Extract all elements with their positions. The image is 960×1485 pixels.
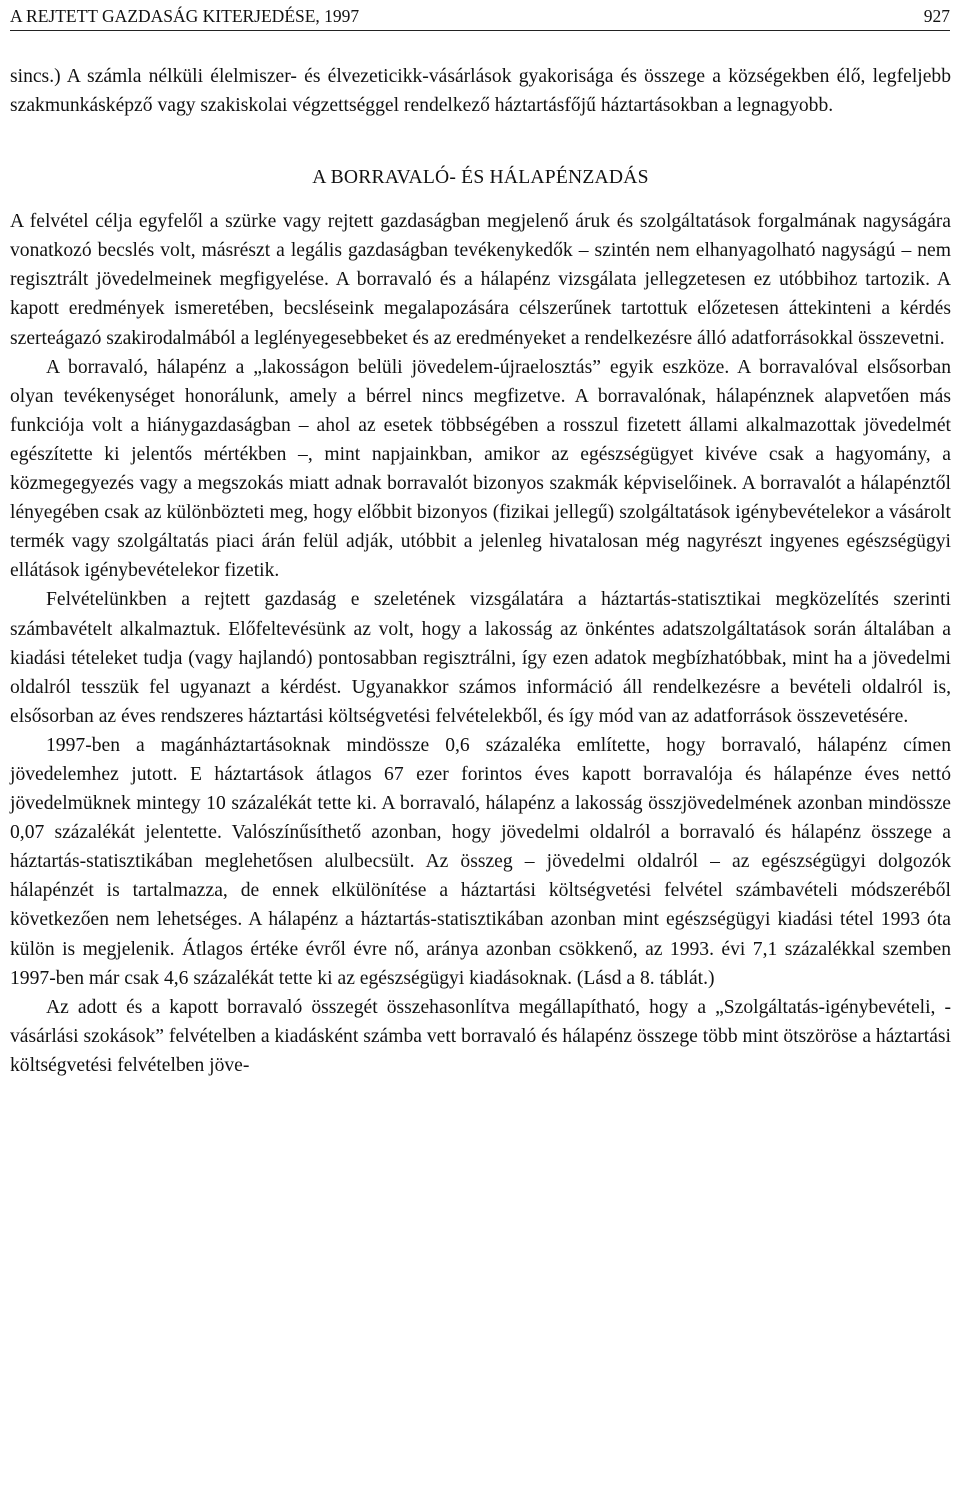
- paragraph: Felvételünkben a rejtett gazdaság e szeletének vizsgálatára a háztartás-statisztikai megközelítés szerinti számbavételt alkalmaztuk. Előfeltevésünk az volt, hogy a lakosság az önkéntes adatszolgáltatások során általában a kiadási tételeket tudja (vagy hajlandó) pontosabban regisztrálni, így ezen adatok megbízhatóbbak, mint ha a jövedelmi oldalról tesszük fel ugyanazt a kérdést. Ugyanakkor számos információ áll rendelkezésre a bevételi oldalról is, elsősorban az éves rendszeres háztartási költségvetési felvételekből, és így mód van az adatforrások összevetésére.: [10, 589, 951, 727]
- paragraph: A borravaló, hálapénz a „lakosságon belüli jövedelem-újraelosztás” egyik eszköze. A borravalóval elsősorban olyan tevékenységet honorálunk, amely a bérrel nincs megfizetve. A borravalónak, hálapénznek alapvetően más funkciója volt a hiánygazdaságban – ahol az esetek többségében a rosszul fizetett állami alkalmazottak jövedelmét egészítette ki jelentős mértékben –, mint napjainkban, amikor az egészségügyet kivéve csak a hagyomány, a közmegegyezés vagy a megszokás miatt adnak borravalót bizonyos szakmák képviselőinek. A borravalót a hálapénztől lényegében csak az különbözteti meg, hogy előbbit bizonyos (fizikai jellegű) szolgáltatások igénybevételekor a vásárolt termék vagy szolgáltatás piaci árán felül adják, utóbbit a jelenleg hivatalosan még nagyrészt ingyenes egészségügyi ellátások igénybevételekor fizetik.: [10, 356, 951, 582]
- body-text: [10, 62, 951, 1080]
- paragraph: 1997-ben a magánháztartásoknak mindössze 0,6 százaléka említette, hogy borravaló, hálapénz címen jövedelemhez jutott. E háztartások átlagos 67 ezer forintos éves kapott borravalója és hálapénze éves nettó jövedelmüknek mintegy 10 százalékát tette ki. A borravaló, hálapénz a lakosság összjövedelmének azonban mindössze 0,07 százalékát jelentette. Valószínűsíthető azonban, hogy jövedelmi oldalról a borravaló és hálapénz összege a háztartás-statisztikában meglehetősen alulbecsült. Az összeg – jövedelmi oldalról – az egészségügyi dolgozók hálapénzét is tartalmazza, de ennek elkülönítése a háztartási költségvetési felvétel számbavételi módszeréből következően nem lehetséges. A hálapénz a háztartás-statisztikában azonban mint egészségügyi kiadási tétel 1993 óta külön is megjelenik. Átlagos értéke évről évre nő, aránya azonban csökkenő, az 1993. évi 7,1 százalékkal szemben 1997-ben már csak 4,6 százalékát tette ki az egészségügyi kiadásoknak. (Lásd a 8. táblát.): [10, 734, 951, 989]
- running-title: A REJTETT GAZDASÁG KITERJEDÉSE, 1997: [10, 6, 360, 26]
- paragraph: Az adott és a kapott borravaló összegét összehasonlítva megállapítható, hogy a „Szolgáltatás-igénybevételi, -vásárlási szokások” felvételben a kiadásként számba vett borravaló és hálapénz összege több mint ötszöröse a háztartási költségvetési felvételben jöve-: [10, 996, 951, 1076]
- paragraph-continued: sincs.) A számla nélküli élelmiszer- és élvezeticikk-vásárlások gyakorisága és összege a községekben élő, legfeljebb szakmunkásképző vagy szakiskolai végzettséggel rendelkező háztartásfőjű háztartásokban a legnagyobb.: [10, 66, 951, 117]
- running-header: [10, 4, 950, 31]
- section-heading: A BORRAVALÓ- ÉS HÁLAPÉNZADÁS: [312, 167, 649, 189]
- paragraph: A felvétel célja egyfelől a szürke vagy rejtett gazdaságban megjelenő áruk és szolgáltatások forgalmának nagyságára vonatkozó becslés volt, másrészt a legális gazdaságban tevékenykedők – szintén nem elhanyagolható nagyságú – nem regisztrált jövedelmeinek megfigyelése. A borravaló és a hálapénz vizsgálata jellegzetesen ez utóbbihoz tartozik. A kapott eredmények ismeretében, becsléseink megalapozására célszerűnek tartottuk előzetesen áttekinteni a kérdés szerteágazó szakirodalmából a leglényegesebbeket és az eredményeket a rendelkezésre álló adatforrásokkal összevetni.: [10, 211, 951, 349]
- page-number: 927: [923, 6, 950, 26]
